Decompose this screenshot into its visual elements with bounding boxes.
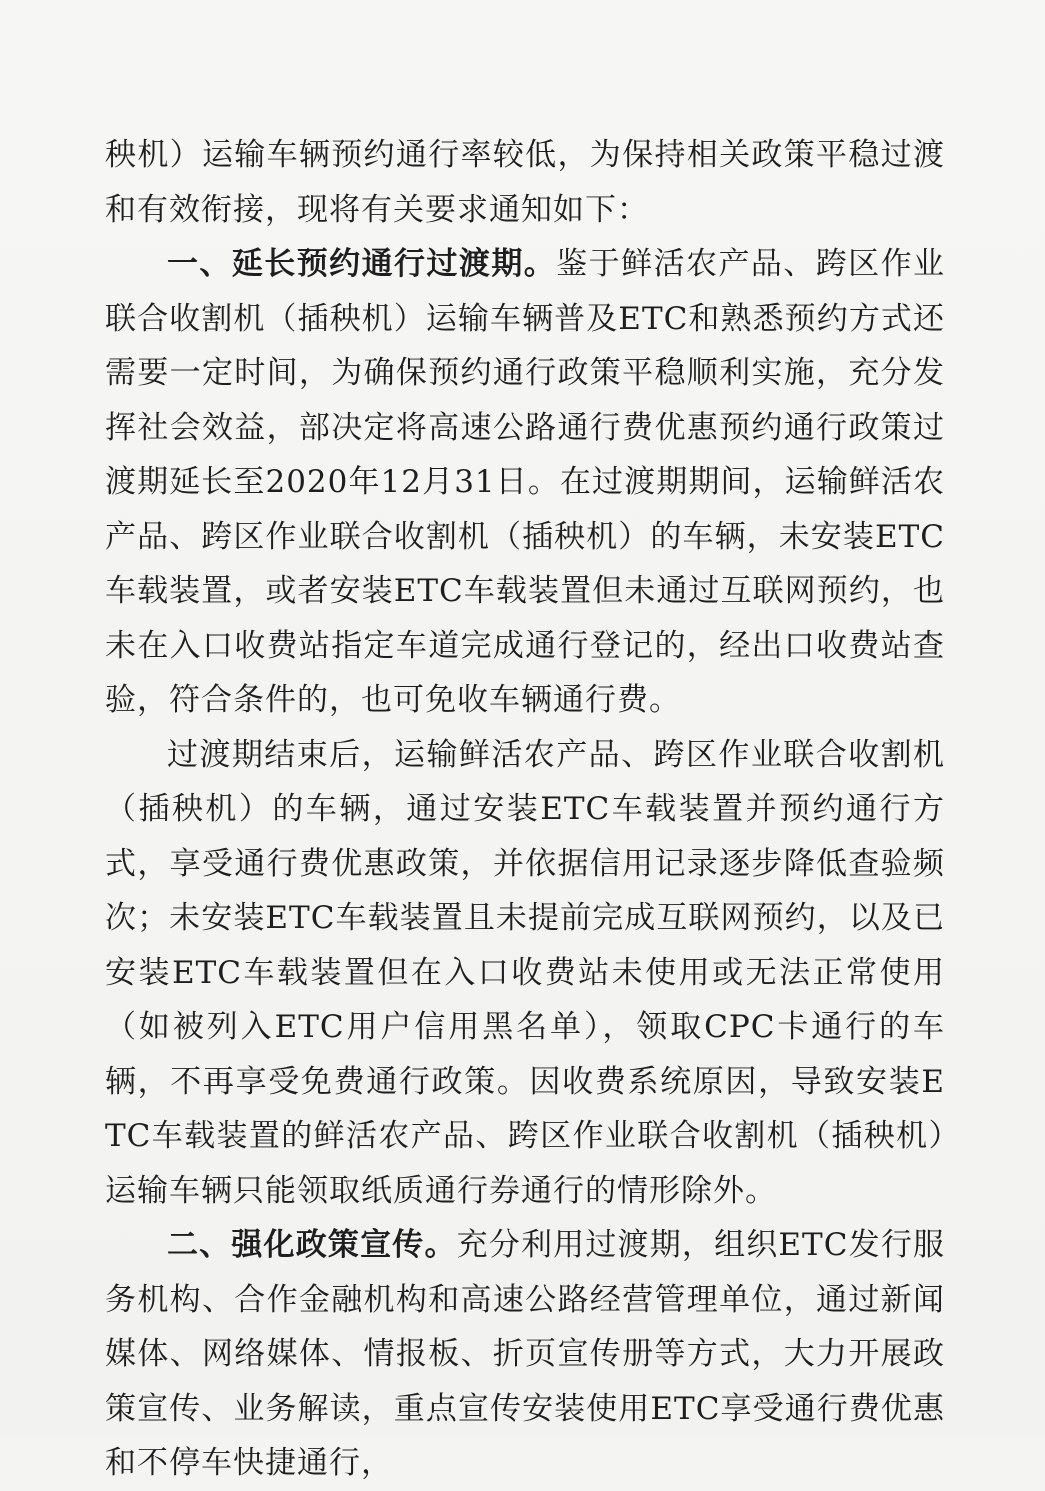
- paragraph-text: 鉴于鲜活农产品、跨区作业联合收割机（插秧机）运输车辆普及ETC和熟悉预约方式还需要一定时间，为确保预约通行政策平稳顺利实施，充分发挥社会效益，部决定将高速公路通行费优惠预约通行政策过渡期延长至2020年12月31日。在过渡期期间，运输鲜活农产品、跨区作业联合收割机（插秧机）的车辆，未安装ETC车载装置，或者安装ETC车载装置但未通过互联网预约，也未在入口收费站指定车道完成通行登记的，经出口收费站查验，符合条件的，也可免收车辆通行费。: [105, 246, 946, 718]
- section-heading-1: 一、延长预约通行过渡期。: [167, 246, 557, 282]
- paragraph-continuation: [105, 128, 945, 237]
- paragraph-text: 秧机）运输车辆预约通行率较低，为保持相关政策平稳过渡和有效衔接，现将有关要求通知如下：: [105, 137, 945, 228]
- paragraph-text: 充分利用过渡期，组织ETC发行服务机构、合作金融机构和高速公路经营管理单位，通过新闻媒体、网络媒体、情报板、折页宣传册等方式，大力开展政策宣传、业务解读，重点宣传安装使用ETC享受通行费优惠和不停车快捷通行，: [105, 1227, 945, 1481]
- section-heading-2: 二、强化政策宣传。: [167, 1227, 457, 1263]
- paragraph-extend-transition: [105, 237, 945, 728]
- paragraph-text: 过渡期结束后，运输鲜活农产品、跨区作业联合收割机（插秧机）的车辆，通过安装ETC车载装置并预约通行方式，享受通行费优惠政策，并依据信用记录逐步降低查验频次；未安装ETC车载装置且未提前完成互联网预约，以及已安装ETC车载装置但在入口收费站未使用或无法正常使用（如被列入ETC用户信用黑名单），领取CPC卡通行的车辆，不再享受免费通行政策。因收费系统原因，导致安装ETC车载装置的鲜活农产品、跨区作业联合收割机（插秧机）运输车辆只能领取纸质通行券通行的情形除外。: [105, 736, 945, 1209]
- paragraph-policy-publicity: [105, 1218, 945, 1491]
- paragraph-after-transition: [105, 728, 945, 1219]
- document-body: [105, 128, 945, 1491]
